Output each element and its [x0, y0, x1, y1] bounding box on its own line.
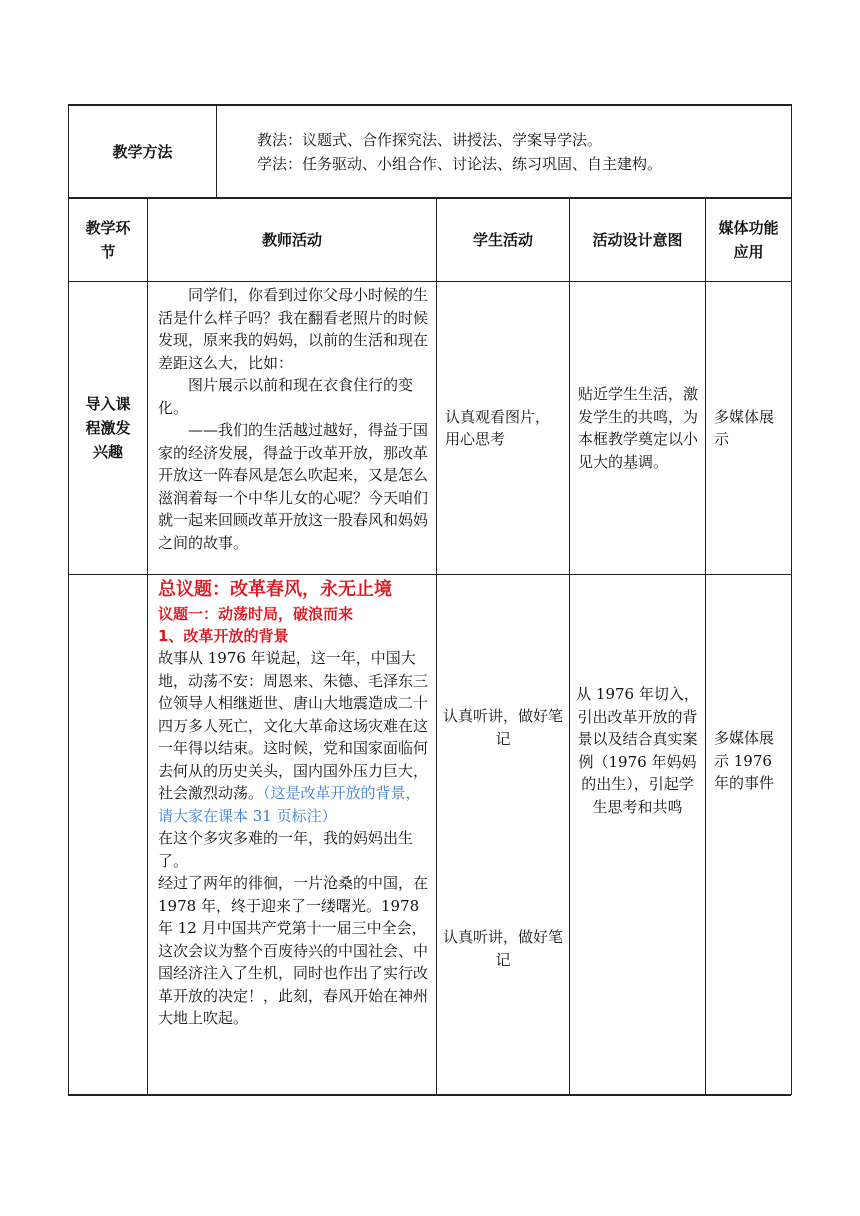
intro-teacher-activity [148, 282, 437, 575]
topic-one-media-text: 多媒体展示 1976 年的事件 [714, 729, 775, 792]
topic-one-media [706, 575, 792, 1095]
header-row [69, 198, 792, 282]
overall-topic-heading: 总议题：改革春风，永无止境 [158, 579, 392, 600]
header-student: 学生活动 [437, 198, 570, 282]
methods-content [217, 105, 792, 198]
topic-one-intent-text: 从 1976 年切入，引出改革开放的背景以及结合真实案例（1976 年妈妈的出生），引起学生思考和共鸣 [576, 685, 699, 816]
table-bottom-rule [68, 1094, 791, 1096]
learning-methods: 学法：任务驱动、小组合作、讨论法、练习巩固、自主建构。 [257, 154, 663, 173]
topic-one-student-activity [437, 575, 570, 1095]
teaching-methods: 教法：议题式、合作探究法、讲授法、学案导学法。 [257, 130, 603, 149]
textbook-note: （这是改革开放的背景，请大家在课本 31 页标注） [158, 784, 421, 825]
lesson-plan-table [68, 197, 792, 1095]
header-intent: 活动设计意图 [570, 198, 706, 282]
background-story-text: 故事从 1976 年说起，这一年，中国大地，动荡不安：周恩来、朱德、毛泽东三位领导人相继逝世、唐山大地震造成二十四万多人死亡，文化大革命这场灾难在这一年得以结束。这时候，党和国家面临何去何从的历史关头，国内国外压力巨大，社会激烈动荡。 [158, 649, 429, 802]
topic-one-teacher-p3: 经过了两年的徘徊，一片沧桑的中国，在 1978 年，终于迎来了一缕曙光。1978 年 12 月中国共产党第十一届三中全会，这次会议为整个百废待兴的中国社会、中国经济注入了生机，同时也作出了实行改革开放的决定！，此刻，春风开始在神州大地上吹起。 [158, 874, 429, 1027]
topic-one-row [69, 575, 792, 1095]
student-activity-1: 认真听讲，做好笔记 [442, 707, 563, 748]
header-teacher: 教师活动 [148, 198, 437, 282]
intro-media: 多媒体展示 [706, 282, 792, 575]
header-stage: 教学环节 [69, 198, 148, 282]
methods-label: 教学方法 [69, 105, 217, 198]
intro-stage: 导入课程激发兴趣 [69, 282, 148, 575]
header-media: 媒体功能应用 [706, 198, 792, 282]
intro-row [69, 282, 792, 575]
topic-one-stage [69, 575, 148, 1095]
intro-teacher-p2: 图片展示以前和现在衣食住行的变化。 [158, 376, 414, 417]
background-subheading: 1、改革开放的背景 [158, 627, 289, 645]
topic-one-teacher-p1 [158, 647, 430, 827]
topic-one-design-intent [570, 575, 706, 1095]
intro-student-activity: 认真观看图片，用心思考 [437, 282, 570, 575]
teaching-methods-table [68, 104, 792, 199]
intro-teacher-p1: 同学们，你看到过你父母小时候的生活是什么样子吗？我在翻看老照片的时候发现，原来我的妈妈，以前的生活和现在差距这么大，比如： [158, 286, 429, 372]
topic-one-teacher-activity [148, 575, 437, 1095]
topic-one-teacher-p2: 在这个多灾多难的一年，我的妈妈出生了。 [158, 829, 414, 870]
intro-design-intent: 贴近学生生活，激发学生的共鸣，为本框教学奠定以小见大的基调。 [570, 282, 706, 575]
student-activity-2: 认真听讲，做好笔记 [442, 928, 563, 969]
intro-teacher-p3: ——我们的生活越过越好，得益于国家的经济发展，得益于改革开放，那改革开放这一阵春风是怎么吹起来，又是怎么滋润着每一个中华儿女的心呢？今天咱们就一起来回顾改革开放这一股春风和妈妈之间的故事。 [158, 421, 429, 552]
topic-one-heading: 议题一：动荡时局，破浪而来 [158, 605, 354, 623]
